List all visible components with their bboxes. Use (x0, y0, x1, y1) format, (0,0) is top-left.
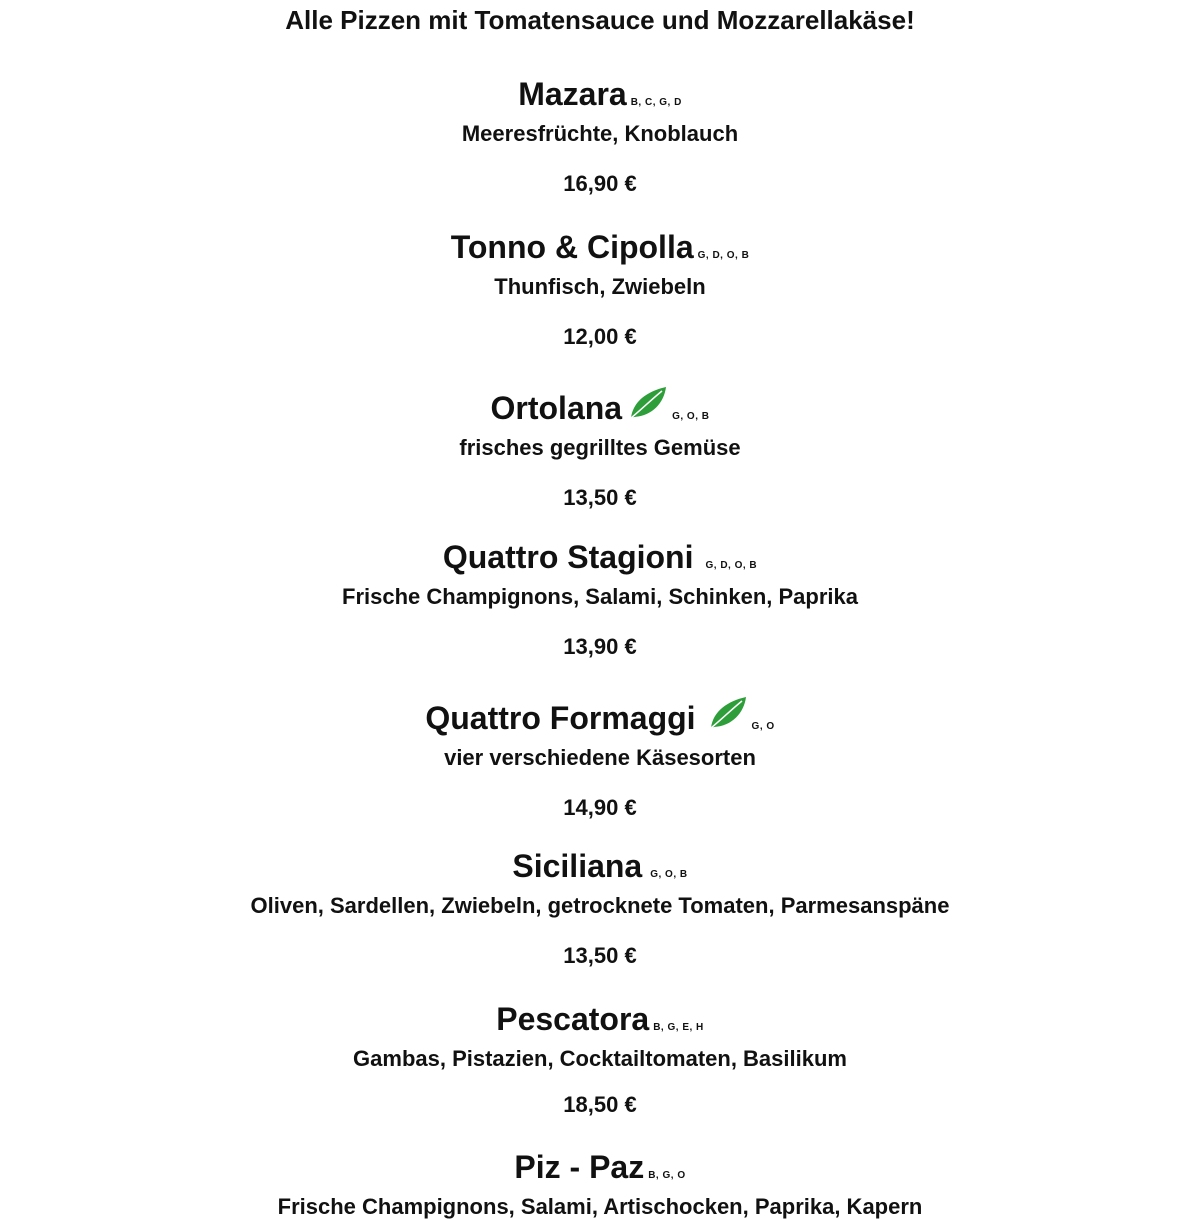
item-price: 13,50 € (563, 943, 637, 968)
menu-item (0, 229, 1200, 350)
item-name: Quattro Stagioni (442, 539, 694, 575)
item-description: Thunfisch, Zwiebeln (494, 274, 706, 299)
menu-item (0, 539, 1200, 660)
green-leaf-icon (628, 385, 668, 421)
allergen-codes: B, G, E, H (653, 1022, 704, 1033)
allergen-codes: G, O, B (672, 411, 710, 422)
allergen-codes: G, O, B (650, 869, 688, 880)
item-price: 14,90 € (563, 795, 637, 820)
item-description: Frische Champignons, Salami, Artischocken, Paprika, Kapern (277, 1194, 923, 1219)
menu-item (0, 1001, 1200, 1118)
allergen-codes: G, D, O, B (697, 250, 750, 261)
item-description: Meeresfrüchte, Knoblauch (461, 121, 739, 146)
allergen-codes: B, G, O (648, 1170, 686, 1181)
item-description: Oliven, Sardellen, Zwiebeln, getrocknete Tomaten, Parmesanspäne (250, 893, 950, 918)
item-name: Ortolana (490, 390, 623, 426)
menu-item (0, 76, 1200, 197)
item-name: Tonno & Cipolla (450, 229, 694, 265)
item-description: frisches gegrilltes Gemüse (459, 435, 741, 460)
item-name: Piz - Paz (514, 1149, 645, 1185)
green-leaf-icon (708, 695, 748, 731)
item-name: Mazara (518, 76, 627, 112)
allergen-codes: G, D, O, B (705, 560, 758, 571)
menu-item (0, 848, 1200, 969)
menu-heading: Alle Pizzen mit Tomatensauce und Mozzarellakäse! (285, 5, 915, 35)
item-price: 16,90 € (563, 171, 637, 196)
menu-item (0, 385, 1200, 511)
item-name: Pescatora (496, 1001, 650, 1037)
item-price: 13,50 € (563, 485, 637, 510)
item-description: vier verschiedene Käsesorten (444, 745, 756, 770)
item-description: Frische Champignons, Salami, Schinken, Paprika (342, 584, 858, 609)
item-price: 18,50 € (563, 1092, 637, 1117)
allergen-codes: G, O (751, 721, 775, 732)
item-price: 12,00 € (563, 324, 637, 349)
item-name: Siciliana (512, 848, 643, 884)
allergen-codes: B, C, G, D (630, 97, 682, 108)
item-price: 13,90 € (563, 634, 637, 659)
menu-item (0, 695, 1200, 821)
menu-item (0, 1149, 1200, 1220)
item-description: Gambas, Pistazien, Cocktailtomaten, Basilikum (353, 1046, 847, 1071)
item-name: Quattro Formaggi (425, 700, 696, 736)
